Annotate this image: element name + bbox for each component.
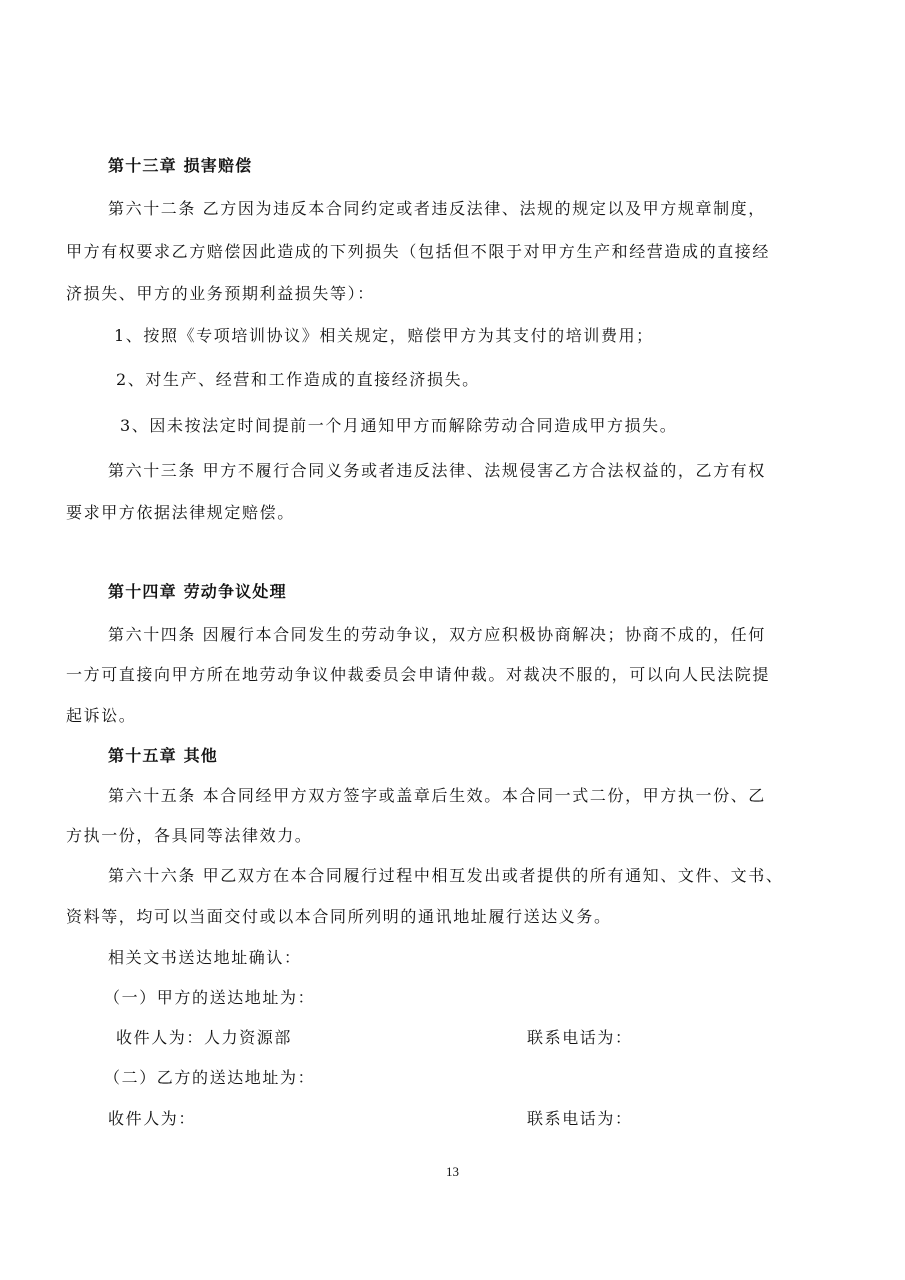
party-b-recipient: 收件人为： <box>108 1109 197 1128</box>
article-62-line-3: 济损失、甲方的业务预期利益损失等）： <box>66 284 375 303</box>
article-62-line-1: 第六十二条 乙方因为违反本合同约定或者违反法律、法规的规定以及甲方规章制度， <box>108 199 766 218</box>
article-63-line-2: 要求甲方依据法律规定赔偿。 <box>66 503 295 522</box>
article-66-line-2: 资料等，均可以当面交付或以本合同所列明的通讯地址履行送达义务。 <box>66 907 612 926</box>
party-a-phone: 联系电话为： <box>527 1028 633 1047</box>
article-62-item-3: 3、因未按法定时间提前一个月通知甲方而解除劳动合同造成甲方损失。 <box>120 416 678 435</box>
article-62-item-1: 1、按照《专项培训协议》相关规定，赔偿甲方为其支付的培训费用； <box>114 326 654 345</box>
chapter-14-heading: 第十四章 劳动争议处理 <box>108 582 287 601</box>
article-62-item-2: 2、对生产、经营和工作造成的直接经济损失。 <box>116 370 480 389</box>
chapter-15-heading: 第十五章 其他 <box>108 746 218 765</box>
page-number: 13 <box>446 1164 459 1179</box>
article-64-line-1: 第六十四条 因履行本合同发生的劳动争议，双方应积极协商解决；协商不成的，任何 <box>108 625 766 644</box>
article-64-line-3: 起诉讼。 <box>66 706 137 725</box>
party-a-recipient: 收件人为：人力资源部 <box>116 1028 293 1047</box>
party-a-address-title: （一）甲方的送达地址为： <box>104 988 316 1007</box>
chapter-13-heading: 第十三章 损害赔偿 <box>108 156 253 175</box>
address-confirm-label: 相关文书送达地址确认： <box>108 948 302 967</box>
party-b-phone: 联系电话为： <box>527 1109 633 1128</box>
article-65-line-2: 方执一份，各具同等法律效力。 <box>66 826 313 845</box>
article-64-line-2: 一方可直接向甲方所在地劳动争议仲裁委员会申请仲裁。对裁决不服的，可以向人民法院提 <box>66 665 771 684</box>
party-b-address-title: （二）乙方的送达地址为： <box>104 1068 316 1087</box>
article-63-line-1: 第六十三条 甲方不履行合同义务或者违反法律、法规侵害乙方合法权益的，乙方有权 <box>108 461 766 480</box>
article-62-line-2: 甲方有权要求乙方赔偿因此造成的下列损失（包括但不限于对甲方生产和经营造成的直接经 <box>66 242 771 261</box>
article-66-line-1: 第六十六条 甲乙双方在本合同履行过程中相互发出或者提供的所有通知、文件、文书、 <box>108 866 784 885</box>
article-65-line-1: 第六十五条 本合同经甲方双方签字或盖章后生效。本合同一式二份，甲方执一份、乙 <box>108 786 766 805</box>
